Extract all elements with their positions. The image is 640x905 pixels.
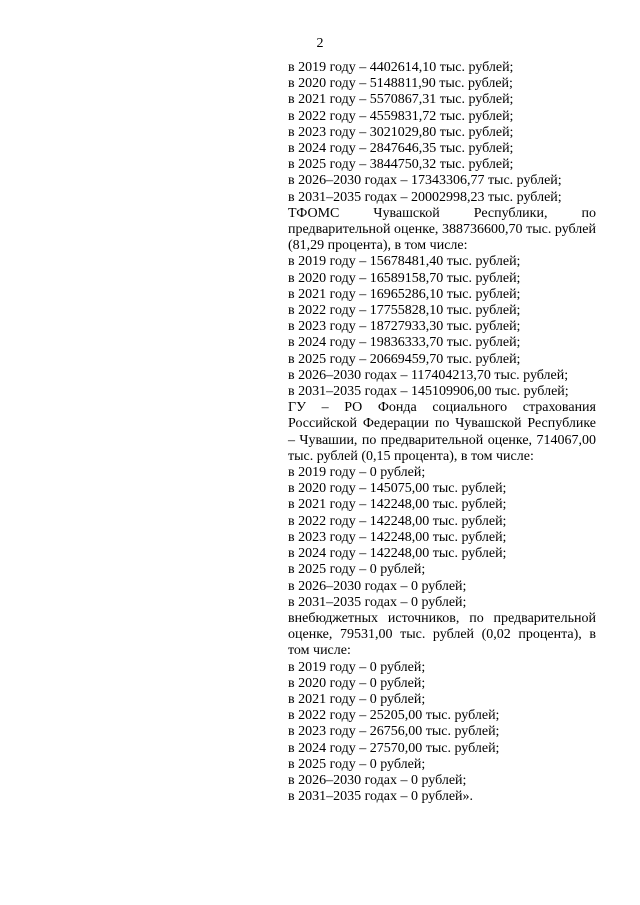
text-line: в 2020 году – 0 рублей; [288,675,426,691]
text-line: в 2020 году – 16589158,70 тыс. рублей; [288,270,521,286]
page-number: 2 [316,36,324,51]
text-line: в 2026–2030 годах – 17343306,77 тыс. рублей; [288,173,562,189]
text-line: в 2021 году – 16965286,10 тыс. рублей; [288,286,521,302]
text-line: в 2024 году – 27570,00 тыс. рублей; [288,740,500,756]
text-line: в 2026–2030 годах – 0 рублей; [288,578,467,594]
text-paragraph: ГУ – РО Фонда социального страхования Российской Федерации по Чувашской Республике – Чувашии, по предварительной оценке, 714067,00 тыс. рублей (0,15 процента), в том числе: [288,400,596,464]
text-line: в 2020 году – 5148811,90 тыс. рублей; [288,76,513,92]
text-line: в 2025 году – 0 рублей; [288,756,426,772]
text-line: в 2019 году – 0 рублей; [288,659,426,675]
text-line: в 2021 году – 142248,00 тыс. рублей; [288,497,507,513]
document-body [288,60,596,805]
text-line: в 2026–2030 годах – 0 рублей; [288,772,467,788]
text-line: в 2025 году – 20669459,70 тыс. рублей; [288,351,521,367]
text-line: в 2019 году – 4402614,10 тыс. рублей; [288,60,514,75]
text-line: в 2031–2035 годах – 20002998,23 тыс. рублей; [288,189,562,205]
text-line: в 2023 году – 142248,00 тыс. рублей; [288,529,507,545]
text-line: в 2023 году – 26756,00 тыс. рублей; [288,724,500,740]
text-line: в 2021 году – 0 рублей; [288,691,426,707]
text-line: в 2024 году – 2847646,35 тыс. рублей; [288,141,514,157]
text-line: в 2022 году – 25205,00 тыс. рублей; [288,708,500,724]
text-paragraph: ТФОМС Чувашской Республики, по предварительной оценке, 388736600,70 тыс. рублей (81,29 процента), в том числе: [288,205,596,254]
text-line: в 2022 году – 142248,00 тыс. рублей; [288,513,507,529]
text-line: в 2023 году – 18727933,30 тыс. рублей; [288,319,521,335]
text-line: в 2025 году – 3844750,32 тыс. рублей; [288,157,514,173]
text-line: в 2019 году – 0 рублей; [288,465,426,481]
text-line: в 2022 году – 4559831,72 тыс. рублей; [288,108,514,124]
text-line: в 2022 году – 17755828,10 тыс. рублей; [288,303,521,319]
text-line: в 2031–2035 годах – 0 рублей; [288,594,467,610]
text-line: в 2024 году – 19836333,70 тыс. рублей; [288,335,521,351]
text-line: в 2031–2035 годах – 145109906,00 тыс. рублей; [288,384,569,400]
text-line: в 2024 году – 142248,00 тыс. рублей; [288,546,507,562]
text-paragraph: внебюджетных источников, по предварительной оценке, 79531,00 тыс. рублей (0,02 процента), в том числе: [288,610,596,659]
text-line: в 2025 году – 0 рублей; [288,562,426,578]
text-line: в 2031–2035 годах – 0 рублей». [288,789,474,805]
text-line: в 2021 году – 5570867,31 тыс. рублей; [288,92,514,108]
text-line: в 2026–2030 годах – 117404213,70 тыс. рублей; [288,367,569,383]
text-line: в 2019 году – 15678481,40 тыс. рублей; [288,254,521,270]
text-line: в 2023 году – 3021029,80 тыс. рублей; [288,124,514,140]
text-line: в 2020 году – 145075,00 тыс. рублей; [288,481,507,497]
